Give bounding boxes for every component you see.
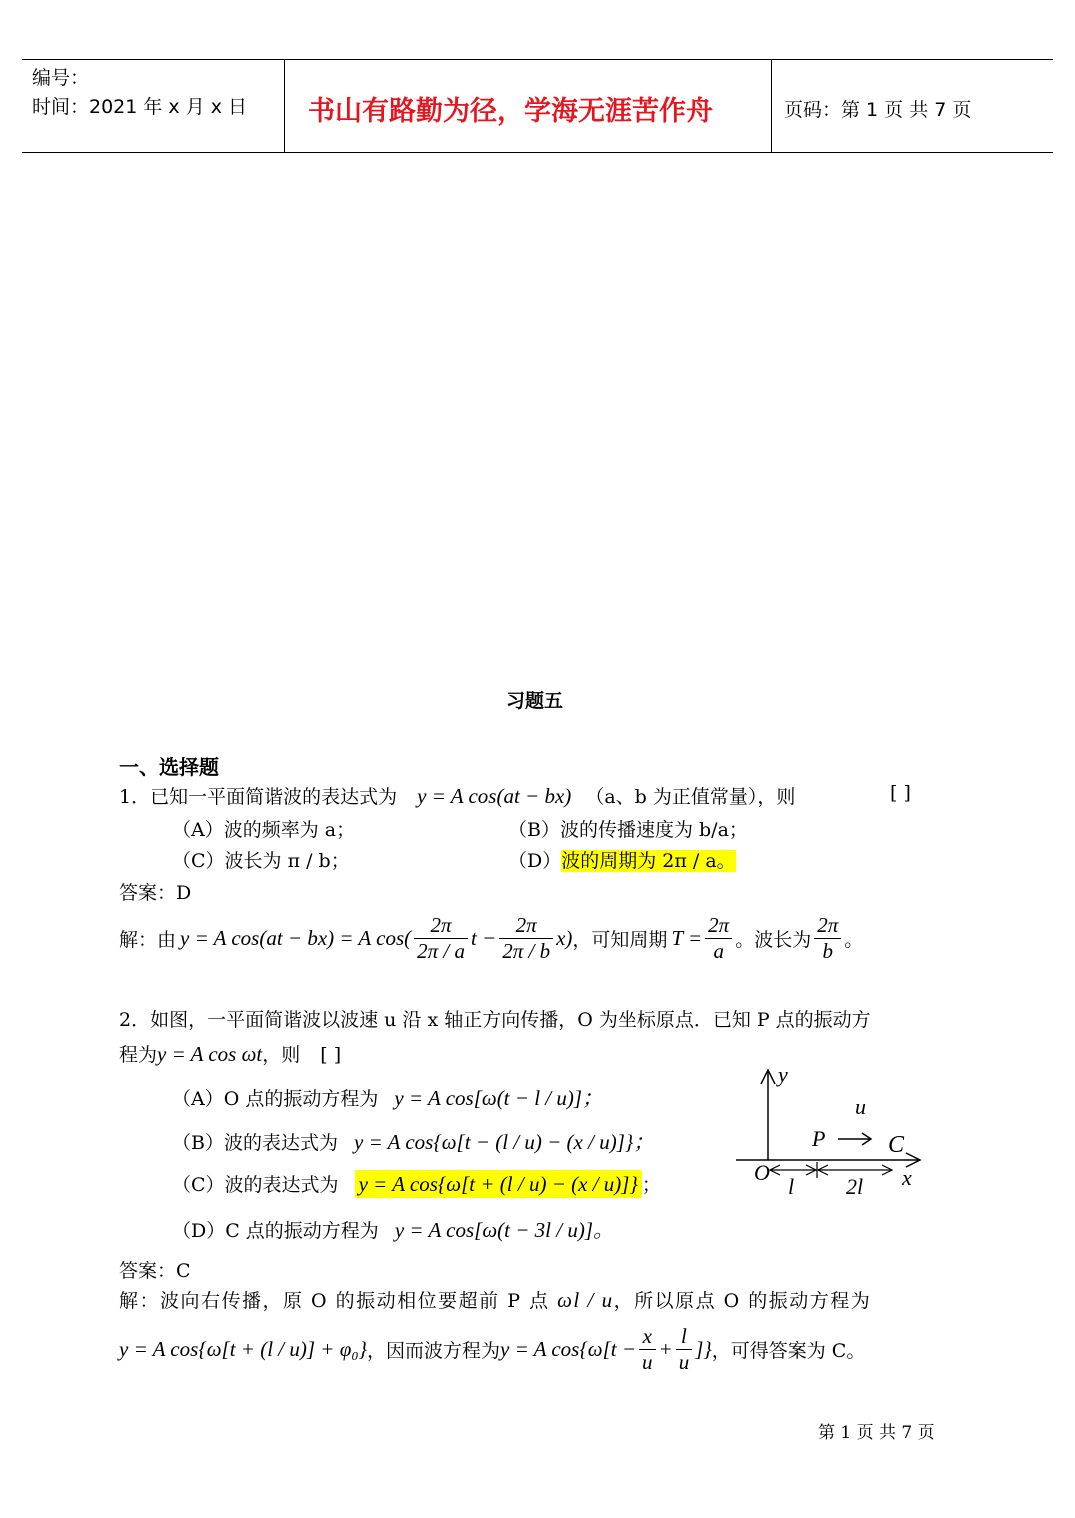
q2-option-b xyxy=(172,1126,654,1156)
q2-stem-line1: 2．如图，一平面简谐波以波速 u 沿 x 轴正方向传播，O 为坐标原点．已知 P 点的振动方 xyxy=(119,1009,871,1031)
header-divider-2 xyxy=(771,59,772,153)
q2-sol2-frac-1 xyxy=(639,1324,656,1375)
page-label: 页码：第 1 页 共 7 页 xyxy=(784,99,972,121)
q2-option-d-formula: y = A cos[ω(t − 3l / u)]。 xyxy=(394,1218,614,1242)
q1-sol-period: T = xyxy=(671,925,703,950)
q2-option-c xyxy=(172,1170,661,1197)
header-bottom-rule xyxy=(22,152,1053,153)
header-divider-1 xyxy=(284,59,285,153)
q2-option-c-text: （C）波的表达式为 xyxy=(172,1174,339,1196)
q1-formula: y = A cos(at − bx) xyxy=(417,784,572,808)
page-footer: 第 1 页 共 7 页 xyxy=(818,1423,935,1443)
frac-numerator: 2π xyxy=(814,913,841,939)
q2-sol2-frac-2 xyxy=(676,1324,693,1375)
frac-numerator: x xyxy=(639,1324,656,1350)
frac-denominator: 2π / b xyxy=(502,938,551,963)
q2-option-c-formula: y = A cos{ω[t + (l / u) − (x / u)]} xyxy=(355,1170,642,1198)
frac-numerator: 2π xyxy=(499,913,553,939)
c-label: C xyxy=(888,1132,905,1158)
o-label: O xyxy=(754,1160,770,1185)
q2-sol2-end: ，可得答案为 C。 xyxy=(711,1339,866,1362)
q1-sol-wavelength-text: 。波长为 xyxy=(735,928,812,951)
q1-option-d-highlight: 波的周期为 2π / a。 xyxy=(561,850,736,872)
frac-numerator: l xyxy=(676,1324,693,1350)
q2-option-b-formula: y = A cos{ω[t − (l / u) − (x / u)]}； xyxy=(354,1130,655,1154)
2l-label: 2l xyxy=(846,1174,864,1199)
q2-sol2-mid: ，因而波方程为 xyxy=(367,1339,501,1362)
q2-sol1-formula: ωl / u xyxy=(557,1288,614,1312)
y-label: y xyxy=(778,1062,788,1087)
q1-sol-mid: ，可知周期 xyxy=(572,928,668,951)
q2-sol2-formula-1: y = A cos{ω[t + (l / u)] + φ₀} xyxy=(119,1336,368,1361)
serial-label: 编号： xyxy=(32,67,90,89)
frac-numerator: 2π xyxy=(705,913,732,939)
q1-stem-text: 1．已知一平面简谐波的表达式为 xyxy=(119,786,398,808)
q2-option-a xyxy=(172,1082,603,1112)
q1-sol-frac-1 xyxy=(414,913,468,964)
q2-option-d xyxy=(172,1214,614,1244)
q1-sol-prefix: 解：由 xyxy=(119,928,177,951)
frac-denominator: b xyxy=(822,938,833,963)
frac-denominator: u xyxy=(678,1349,690,1374)
q2-solution-line2 xyxy=(119,1318,865,1380)
q2-sol1-tail: ，所以原点 O 的振动方程为 xyxy=(613,1290,872,1312)
q2-sol1-text: 解：波向右传播，原 O 的振动相位要超前 P 点 xyxy=(119,1290,550,1312)
x-label: x xyxy=(902,1165,912,1190)
q1-sol-formula: y = A cos(at − bx) = A cos( xyxy=(180,925,412,950)
q1-sol-x: x) xyxy=(556,925,573,950)
q1-sol-t: t − xyxy=(470,925,497,950)
q2-stem2-text: 程为 xyxy=(119,1044,158,1066)
q1-option-b: （B）波的传播速度为 b/a； xyxy=(508,819,748,841)
q2-sol2-formula-2: y = A cos{ω[t − xyxy=(500,1336,637,1361)
u-label: u xyxy=(855,1094,866,1119)
q2-solution-line1 xyxy=(119,1286,871,1313)
q1-sol-frac-2 xyxy=(499,913,553,964)
q1-stem xyxy=(119,782,795,809)
q1-sol-end: 。 xyxy=(844,928,864,951)
frac-denominator: 2π / a xyxy=(417,938,465,963)
section-heading: 一、选择题 xyxy=(119,755,219,779)
q2-option-a-text: （A）O 点的振动方程为 xyxy=(172,1088,379,1110)
page-title: 习题五 xyxy=(506,690,564,712)
q2-answer: 答案：C xyxy=(119,1260,191,1282)
motto: 书山有路勤为径，学海无涯苦作舟 xyxy=(308,96,713,127)
q1-solution xyxy=(119,908,863,968)
q1-sol-frac-4 xyxy=(814,913,841,964)
q1-condition: （a、b 为正值常量），则 xyxy=(585,786,796,808)
header-top-rule xyxy=(22,59,1053,60)
q2-sol2-formula-end: ]} xyxy=(695,1336,712,1361)
q2-sol2-plus: + xyxy=(658,1336,673,1361)
q2-stem2-tail: ，则 xyxy=(262,1044,301,1066)
q1-bracket: [ ] xyxy=(890,782,911,804)
p-label: P xyxy=(812,1126,826,1151)
frac-numerator: 2π xyxy=(414,913,468,939)
q1-option-c: （C）波长为 π / b； xyxy=(172,850,350,872)
q2-option-d-text: （D）C 点的振动方程为 xyxy=(172,1220,379,1242)
q2-stem-line2 xyxy=(119,1040,341,1067)
q1-answer: 答案：D xyxy=(119,882,192,904)
frac-denominator: a xyxy=(713,938,724,963)
wave-diagram xyxy=(730,1062,955,1202)
q2-option-c-end: ； xyxy=(641,1174,661,1196)
frac-denominator: u xyxy=(642,1349,653,1374)
q1-sol-frac-3 xyxy=(705,913,732,964)
q1-option-d-prefix: （D） xyxy=(508,850,562,872)
q2-option-b-text: （B）波的表达式为 xyxy=(172,1132,338,1154)
q2-bracket: [ ] xyxy=(320,1044,342,1066)
q1-option-d xyxy=(508,846,736,873)
q2-stem2-formula: y = A cos ωt xyxy=(157,1042,263,1066)
l-label: l xyxy=(788,1174,795,1199)
time-label: 时间：2021 年 x 月 x 日 xyxy=(32,96,248,118)
q2-option-a-formula: y = A cos[ω(t − l / u)]； xyxy=(394,1086,604,1110)
q1-option-a: （A）波的频率为 a； xyxy=(172,819,356,841)
